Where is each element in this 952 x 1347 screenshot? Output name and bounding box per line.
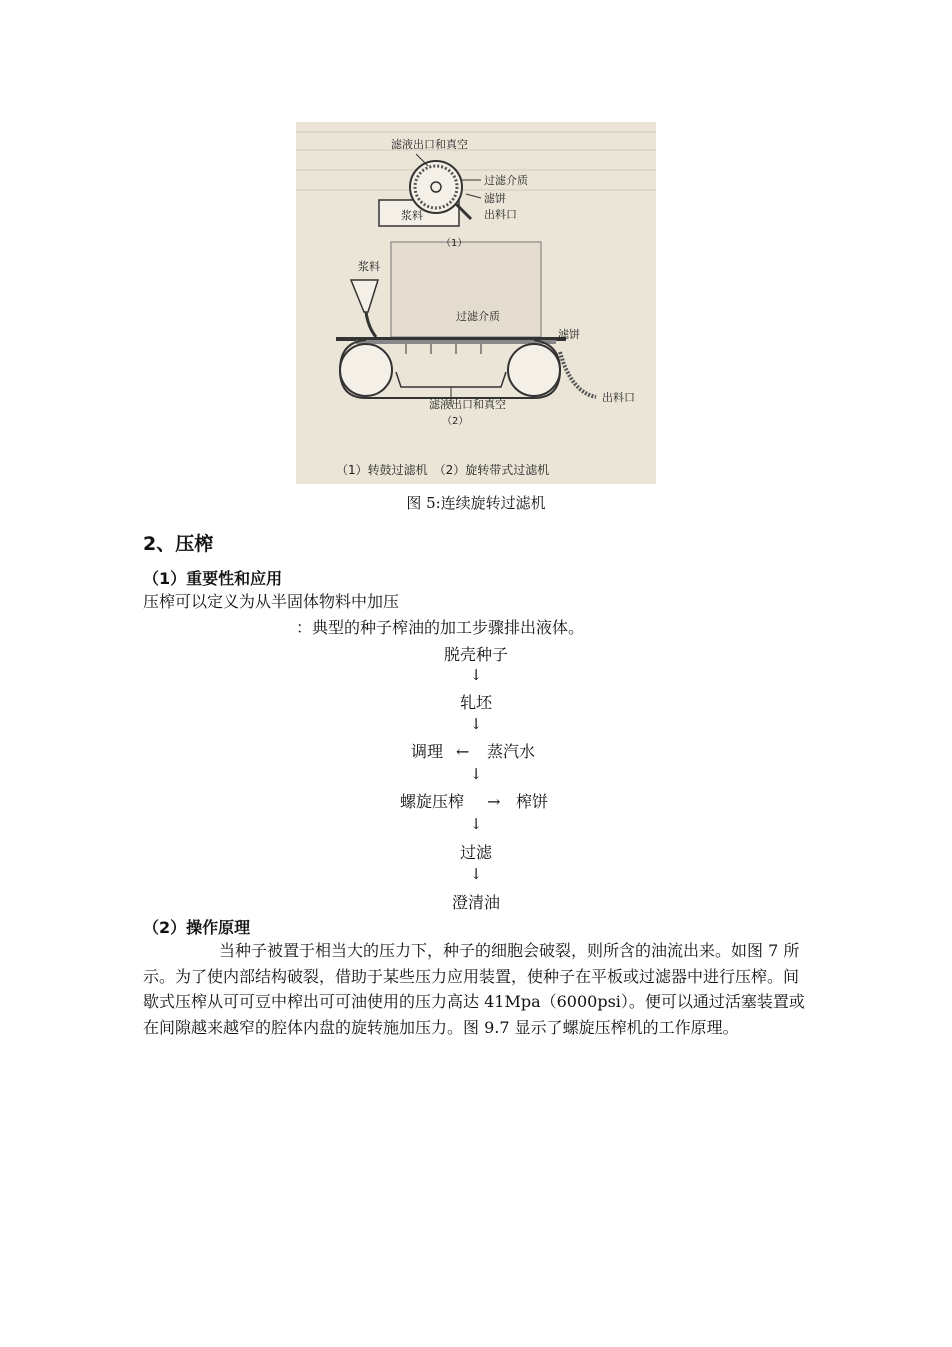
subsection-title-1: （1）重要性和应用 <box>143 569 283 588</box>
subsection-title-2: （2）操作原理 <box>143 918 251 937</box>
flow-arrow-4: ↓ <box>469 815 483 833</box>
svg-text:出料口: 出料口 <box>602 391 635 404</box>
svg-text:滤液出口和真空: 滤液出口和真空 <box>429 398 506 411</box>
flow-step-3-side: 蒸汽水 <box>487 742 536 761</box>
figure-legend: （1）转鼓过滤机 （2）旋转带式过滤机 <box>336 463 550 477</box>
belt-roller-right <box>508 344 560 396</box>
principle-text: 当种子被置于相当大的压力下，种子的细胞会破裂，则所含的油流出来。如图 7 所示。为了使内部结构破裂，借助于某些压力应用装置，使种子在平板或过滤器中进行压榨。间歇式压榨从可可豆中榨出可可油使用的压力高达 41Mpa（6000psi）。便可以通过活塞装置或在间隙越来越窄的腔体内盘的旋转施加压力。图 9.7 显示了螺旋压榨机的工作原理。 <box>143 941 805 1037</box>
definition-text: 压榨可以定义为从半固体物料中加压 <box>143 592 400 611</box>
flow-step-3: 调理 <box>411 742 444 761</box>
svg-text:（2）: （2） <box>442 416 469 427</box>
filter-diagram <box>296 122 656 484</box>
flow-arrow-2: ↓ <box>469 715 483 733</box>
definition-text-2: ：典型的种子榨油的加工步骤排出液体。 <box>296 618 585 637</box>
svg-text:出料口: 出料口 <box>484 208 517 221</box>
flow-arrow-right: → <box>487 792 501 811</box>
filter-figure <box>296 122 656 484</box>
flow-step-4: 螺旋压榨 <box>400 792 465 811</box>
svg-text:过滤介质: 过滤介质 <box>456 310 500 323</box>
label-drum-outlet: 滤液出口和真空 <box>391 138 468 151</box>
svg-text:浆料: 浆料 <box>358 260 380 273</box>
flow-step-4-side: 榨饼 <box>516 792 549 811</box>
principle-paragraph <box>143 938 811 1040</box>
flow-step-6: 澄清油 <box>451 893 500 912</box>
svg-text:滤饼: 滤饼 <box>484 192 506 205</box>
flow-arrow-5: ↓ <box>469 865 483 883</box>
section-title: 2、压榨 <box>143 533 214 555</box>
svg-text:（1）: （1） <box>441 238 468 249</box>
flow-arrow-3: ↓ <box>469 765 483 783</box>
svg-text:过滤介质: 过滤介质 <box>484 174 528 187</box>
svg-text:滤饼: 滤饼 <box>558 328 580 341</box>
flow-step-5: 过滤 <box>459 843 492 862</box>
flow-arrow-left: ← <box>456 742 470 761</box>
flow-step-1: 脱壳种子 <box>443 645 508 664</box>
flow-arrow-1: ↓ <box>469 666 483 684</box>
belt-roller-left <box>340 344 392 396</box>
flow-step-2: 轧坯 <box>459 693 492 712</box>
svg-text:浆料: 浆料 <box>401 209 423 222</box>
drum-icon <box>410 161 462 213</box>
figure-caption: 图 5:连续旋转过滤机 <box>406 494 546 512</box>
